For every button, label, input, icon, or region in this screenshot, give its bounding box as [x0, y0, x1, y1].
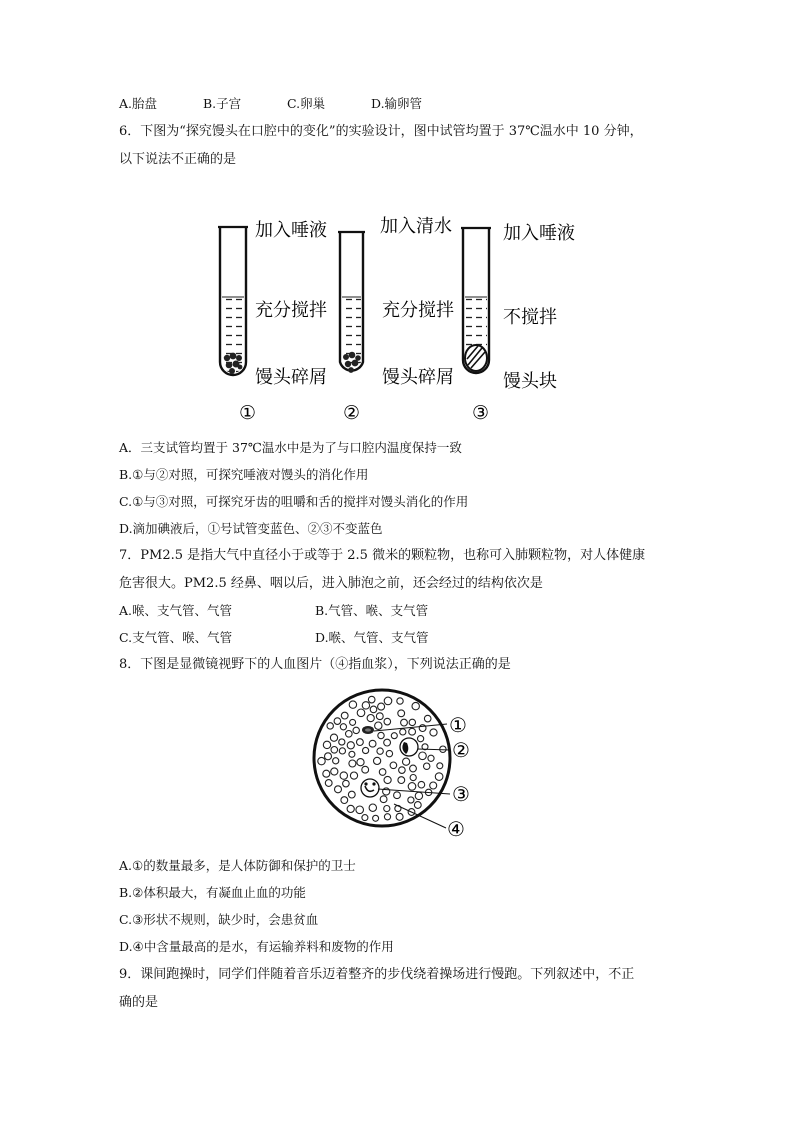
red-blood-cell: [377, 748, 383, 754]
red-blood-cell: [335, 786, 342, 793]
q7-option-c: C.支气管、喉、气管: [119, 630, 233, 645]
tube2-bottom-label: 馒头碎屑: [382, 367, 454, 388]
red-blood-cell: [410, 765, 417, 772]
red-blood-cell: [384, 697, 392, 705]
red-blood-cell: [347, 742, 354, 749]
red-blood-cell: [403, 758, 410, 765]
red-blood-cell: [391, 733, 397, 739]
platelet: [362, 726, 374, 734]
red-blood-cell: [378, 732, 384, 738]
red-blood-cell: [430, 729, 437, 736]
red-blood-cell: [368, 696, 375, 703]
q9-stem-line2: 确的是: [119, 995, 159, 1010]
red-blood-cell: [347, 805, 354, 812]
q5-option-c: C.卵巢: [287, 96, 326, 111]
q8-option-b: B.②体积最大，有凝血止血的功能: [119, 885, 306, 900]
q7-stem-line1: 7．PM2.5 是指大气中直径小于或等于 2.5 微米的颗粒物，也称可入肺颗粒物，对人体健康: [119, 548, 646, 563]
red-blood-cell: [414, 802, 421, 809]
label-4: ④: [447, 817, 465, 840]
q6-option-a: A．三支试管均置于 37℃温水中是为了与口腔内温度保持一致: [119, 440, 462, 455]
red-blood-cell: [325, 780, 332, 787]
red-blood-cell: [409, 719, 415, 725]
bread-block-3: [465, 345, 487, 371]
red-blood-cell: [378, 703, 385, 710]
red-blood-cell: [339, 748, 345, 754]
red-blood-cell: [327, 723, 333, 729]
red-blood-cell: [370, 706, 377, 713]
red-blood-cell: [376, 713, 383, 720]
red-blood-cell: [384, 776, 391, 783]
q6-option-d: D.滴加碘液后，①号试管变蓝色、②③不变蓝色: [119, 521, 383, 536]
red-blood-cell: [349, 701, 356, 708]
red-blood-cell: [375, 722, 382, 729]
tube3-mid-label: 不搅拌: [503, 307, 557, 328]
red-blood-cell: [333, 758, 339, 764]
tube1-number: ①: [239, 402, 257, 424]
red-blood-cell: [323, 770, 330, 777]
test-tube-3: [461, 228, 491, 373]
q6-option-b: B.①与②对照，可探究唾液对馒头的消化作用: [119, 467, 369, 482]
red-blood-cell: [362, 702, 369, 709]
white-blood-cell: [400, 738, 418, 756]
red-blood-cell: [353, 727, 359, 733]
tube2-top-label: 加入清水: [380, 216, 452, 237]
red-blood-cell: [367, 715, 374, 722]
blood-smear-figure: [310, 680, 500, 840]
tube1-top-label: 加入唾液: [255, 220, 327, 241]
red-blood-cell: [398, 777, 405, 784]
red-blood-cell: [398, 710, 405, 717]
q7-option-d: D.喉、气管、支气管: [315, 630, 429, 645]
tube3-number: ③: [472, 402, 490, 424]
red-blood-cell: [357, 709, 365, 717]
red-blood-cell: [384, 814, 390, 820]
q9-stem-line1: 9．课间跑操时，同学们伴随着音乐迈着整齐的步伐绕着操场进行慢跑。下列叙述中，不正: [119, 967, 635, 982]
tube3-top-label: 加入唾液: [503, 223, 575, 244]
red-blood-cell: [384, 718, 391, 725]
test-tube-figure: [205, 205, 605, 430]
q8-stem: 8．下图是显微镜视野下的人血图片（④指血浆），下列说法正确的是: [119, 657, 511, 672]
red-blood-cell: [341, 712, 348, 719]
red-blood-cell: [369, 804, 376, 811]
red-blood-cell: [397, 698, 403, 704]
q8-option-a: A.①的数量最多，是人体防御和保护的卫士: [119, 858, 356, 873]
red-blood-cell: [384, 739, 391, 746]
red-blood-cell: [384, 806, 390, 812]
red-blood-cell: [340, 772, 347, 779]
red-blood-cell: [424, 763, 430, 769]
red-blood-cell: [410, 775, 416, 781]
q8-option-c: C.③形状不规则，缺少时，会患贫血: [119, 912, 319, 927]
red-blood-cell: [362, 815, 368, 821]
red-blood-cell: [363, 747, 369, 753]
red-blood-cell: [435, 773, 443, 781]
red-blood-cell: [356, 806, 364, 814]
red-blood-cell: [357, 759, 364, 766]
red-blood-cell: [348, 791, 355, 798]
red-blood-cell: [390, 762, 397, 769]
red-blood-cell: [340, 724, 346, 730]
label-3: ③: [452, 782, 470, 806]
red-blood-cell: [380, 796, 387, 803]
red-blood-cell: [401, 719, 408, 726]
red-blood-cell: [331, 747, 338, 754]
q7-stem-line2: 危害很大。PM2.5 经鼻、咽以后，进入肺泡之前，还会经过的结构依次是: [119, 576, 543, 591]
red-blood-cell: [428, 755, 434, 761]
red-blood-cell: [399, 767, 406, 774]
test-tube-2: [338, 232, 365, 373]
red-blood-cell: [408, 797, 414, 803]
red-blood-cell: [419, 752, 427, 760]
tube1-mid-label: 充分搅拌: [255, 300, 327, 321]
test-tube-1: [218, 227, 248, 375]
red-blood-cell: [350, 719, 356, 725]
red-blood-cell: [379, 769, 386, 776]
tube2-number: ②: [343, 402, 361, 424]
lymph-cell: [361, 779, 379, 797]
red-blood-cell: [339, 739, 345, 745]
label-1: ①: [449, 713, 467, 737]
red-blood-cell: [330, 734, 337, 741]
red-blood-cell: [343, 780, 350, 787]
tube3-bottom-label: 馒头块: [503, 371, 557, 392]
red-blood-cell: [349, 751, 355, 757]
red-blood-cell: [369, 740, 376, 747]
q8-option-d: D.④中含量最高的是水，有运输养料和废物的作用: [119, 939, 394, 954]
q7-option-b: B.气管、喉、支气管: [315, 603, 429, 618]
tube2-mid-label: 充分搅拌: [382, 300, 454, 321]
red-blood-cell: [394, 792, 401, 799]
red-blood-cell: [334, 718, 341, 725]
red-blood-cell: [325, 753, 332, 760]
red-blood-cell: [331, 768, 338, 775]
red-blood-cell: [386, 750, 392, 756]
red-blood-cell: [437, 763, 443, 769]
red-blood-cell: [412, 702, 419, 709]
red-blood-cell: [362, 766, 369, 773]
label-2: ②: [452, 738, 470, 762]
q6-stem-line1: 6．下图为“探究馒头在口腔中的变化”的实验设计，图中试管均置于 37℃温水中 10 分钟，: [119, 124, 643, 139]
q6-stem-line2: 以下说法不正确的是: [119, 152, 237, 167]
red-blood-cell: [409, 728, 416, 735]
red-blood-cell: [341, 797, 348, 804]
q5-option-a: A.胎盘: [119, 96, 158, 111]
red-blood-cell: [373, 815, 379, 821]
q6-option-c: C.①与③对照，可探究牙齿的咀嚼和舌的搅拌对馒头消化的作用: [119, 494, 469, 509]
q5-option-d: D.输卵管: [371, 96, 423, 111]
red-blood-cell: [318, 757, 325, 764]
red-blood-cell: [346, 731, 353, 738]
red-blood-cell: [400, 729, 406, 735]
red-blood-cell: [374, 757, 381, 764]
q7-option-a: A.喉、支气管、气管: [119, 603, 233, 618]
red-blood-cell: [408, 783, 416, 791]
red-blood-cell: [349, 760, 356, 767]
red-blood-cell: [418, 736, 424, 742]
red-blood-cell: [323, 741, 330, 748]
red-blood-cell: [440, 746, 446, 752]
red-blood-cell: [415, 792, 422, 799]
red-blood-cell: [350, 772, 357, 779]
red-blood-cell: [357, 739, 364, 746]
tube1-bottom-label: 馒头碎屑: [255, 367, 327, 388]
q5-option-b: B.子宫: [203, 96, 242, 111]
red-blood-cell: [424, 715, 431, 722]
red-blood-cell: [418, 781, 425, 788]
red-blood-cell: [396, 813, 403, 820]
red-blood-cell: [430, 782, 437, 789]
